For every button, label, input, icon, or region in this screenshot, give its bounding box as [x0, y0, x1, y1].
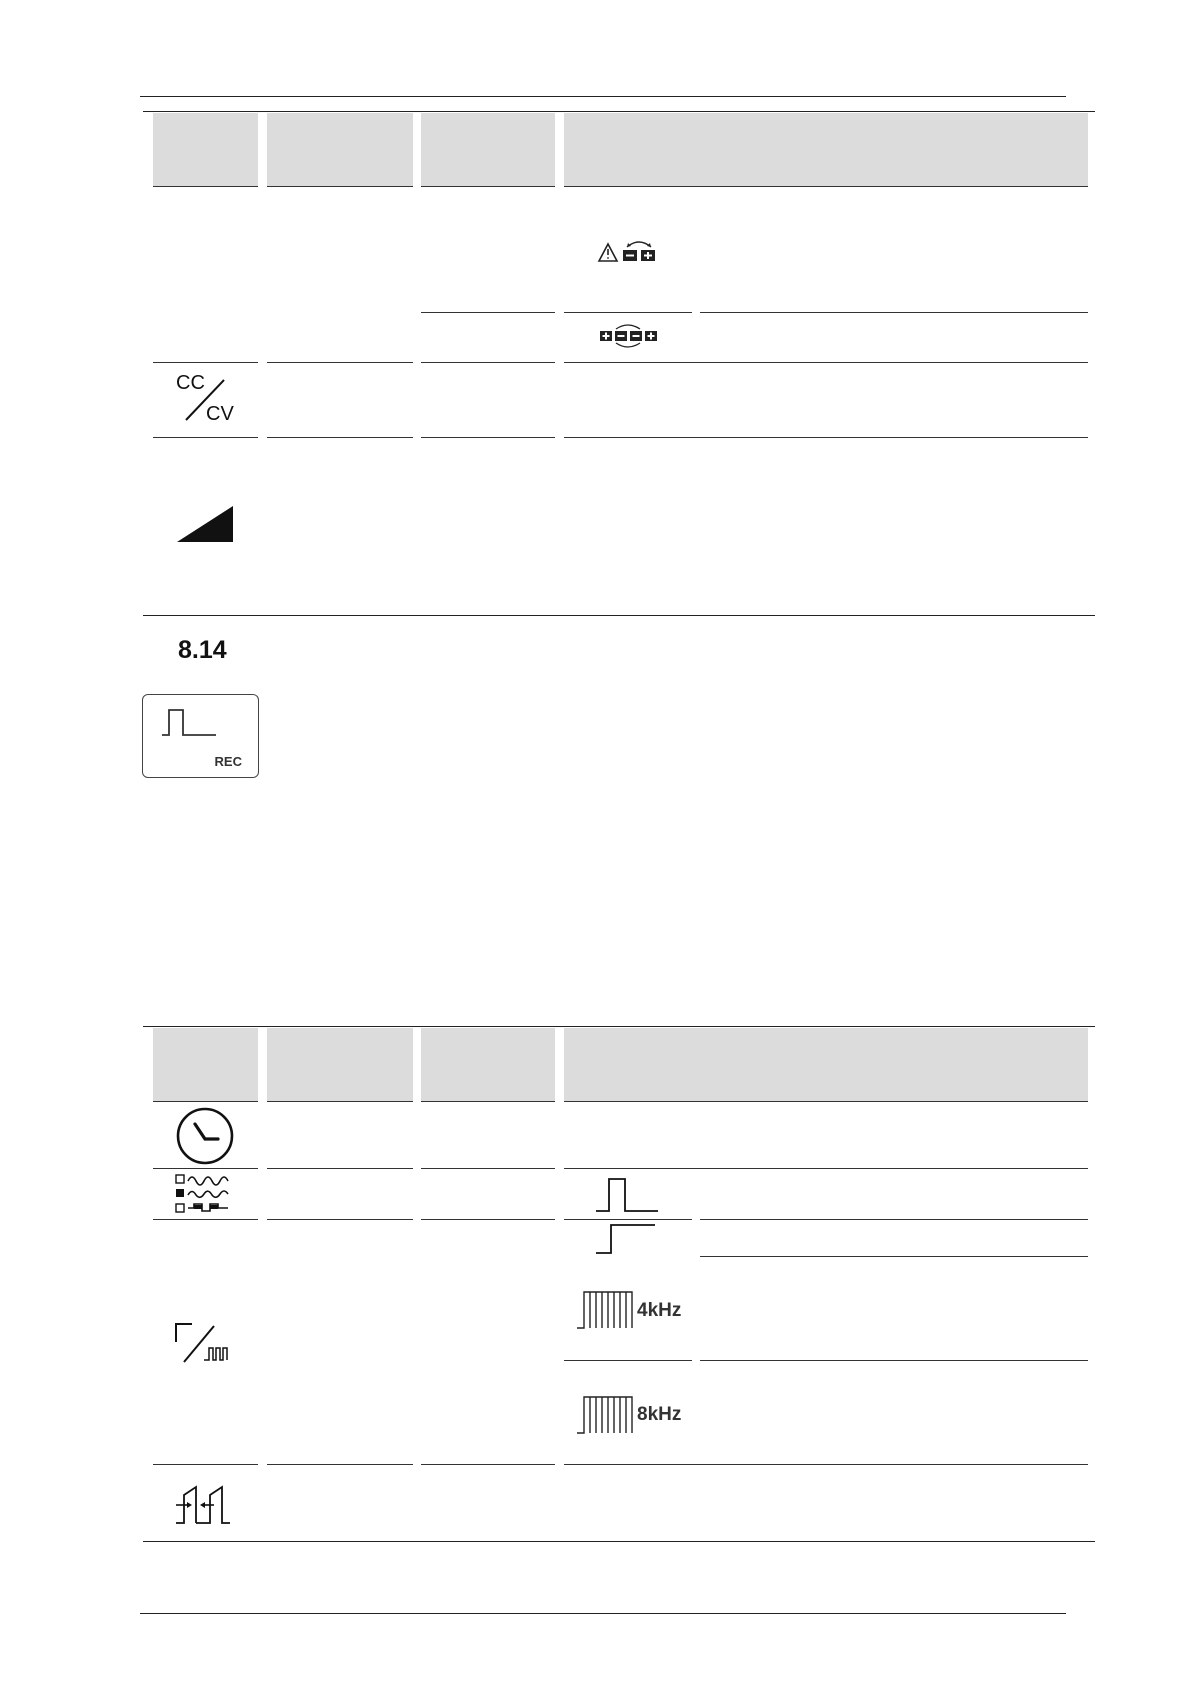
rec-button-label: REC	[214, 754, 242, 769]
page-header-rule	[140, 96, 1066, 97]
table-bottom-row-line	[421, 1219, 555, 1220]
table-top-row-line	[564, 312, 692, 313]
table-top-header-cell-2	[267, 113, 413, 186]
pulse-train-8khz-icon	[576, 1395, 634, 1435]
table-bottom-row-line	[700, 1360, 1088, 1361]
table-bottom-row-line	[267, 1168, 413, 1169]
page-footer-rule	[140, 1613, 1066, 1614]
table-top-header-line	[153, 186, 258, 187]
table-top-row-line	[564, 362, 1088, 363]
table-bottom-row-line	[700, 1219, 1088, 1220]
table-bottom-header-line	[564, 1101, 1088, 1102]
table-top-row-line	[267, 362, 413, 363]
table-top-row-line	[421, 312, 555, 313]
table-top-row-line	[153, 362, 258, 363]
ramp-triangle-icon	[176, 505, 234, 543]
table-bottom-header-cell-1	[153, 1028, 258, 1101]
table-bottom-header-cell-4	[564, 1028, 1088, 1101]
table-bottom-row-line	[564, 1168, 1088, 1169]
table-bottom-row-line	[153, 1168, 258, 1169]
table-bottom-row-line	[267, 1464, 413, 1465]
table-bottom-row-line	[564, 1219, 692, 1220]
rec-button[interactable]	[142, 694, 259, 778]
freq-4khz-label: 4kHz	[637, 1300, 682, 1321]
table-bottom-row-line	[153, 1219, 258, 1220]
table-bottom-header-cell-3	[421, 1028, 555, 1101]
table-top-header-line	[564, 186, 1088, 187]
table-top-header-line	[267, 186, 413, 187]
table-top-top-rule	[143, 111, 1095, 112]
table-bottom-header-line	[267, 1101, 413, 1102]
pulse-edge-icon	[174, 1483, 236, 1527]
table-bottom-row-line	[564, 1360, 692, 1361]
step-pulse-train-icon	[174, 1320, 236, 1364]
table-bottom-top-rule	[143, 1026, 1095, 1027]
table-top-header-line	[421, 186, 555, 187]
waveform-select-icon	[174, 1172, 236, 1216]
table-top-row-line	[421, 437, 555, 438]
table-top-row-line	[564, 437, 1088, 438]
table-bottom-header-cell-2	[267, 1028, 413, 1101]
warning-polarity-reverse-icon	[597, 235, 661, 265]
pulse-train-4khz-icon	[576, 1290, 634, 1330]
table-bottom-header-line	[153, 1101, 258, 1102]
table-bottom-row-line	[421, 1464, 555, 1465]
table-top-row-line	[700, 312, 1088, 313]
table-bottom-row-line	[153, 1464, 258, 1465]
table-top-row-line	[421, 362, 555, 363]
single-pulse-icon	[161, 707, 217, 737]
table-top-bottom-rule	[143, 615, 1095, 616]
freq-8khz-label: 8kHz	[637, 1404, 682, 1425]
polarity-swap-icon	[597, 322, 661, 352]
table-bottom-row-line	[700, 1256, 1088, 1257]
step-icon	[595, 1222, 659, 1254]
table-bottom-bottom-rule	[143, 1541, 1095, 1542]
single-pulse-icon	[595, 1177, 659, 1213]
clock-icon	[174, 1106, 236, 1166]
cc-label: CC	[176, 372, 205, 394]
table-bottom-row-line	[421, 1168, 555, 1169]
table-top-header-cell-1	[153, 113, 258, 186]
table-bottom-row-line	[267, 1219, 413, 1220]
section-number: 8.14	[178, 636, 227, 664]
table-top-row-line	[267, 437, 413, 438]
table-bottom-header-line	[421, 1101, 555, 1102]
table-top-row-line	[153, 437, 258, 438]
table-top-header-cell-3	[421, 113, 555, 186]
table-bottom-row-line	[564, 1464, 1088, 1465]
table-top-header-cell-4	[564, 113, 1088, 186]
cv-label: CV	[206, 403, 234, 425]
